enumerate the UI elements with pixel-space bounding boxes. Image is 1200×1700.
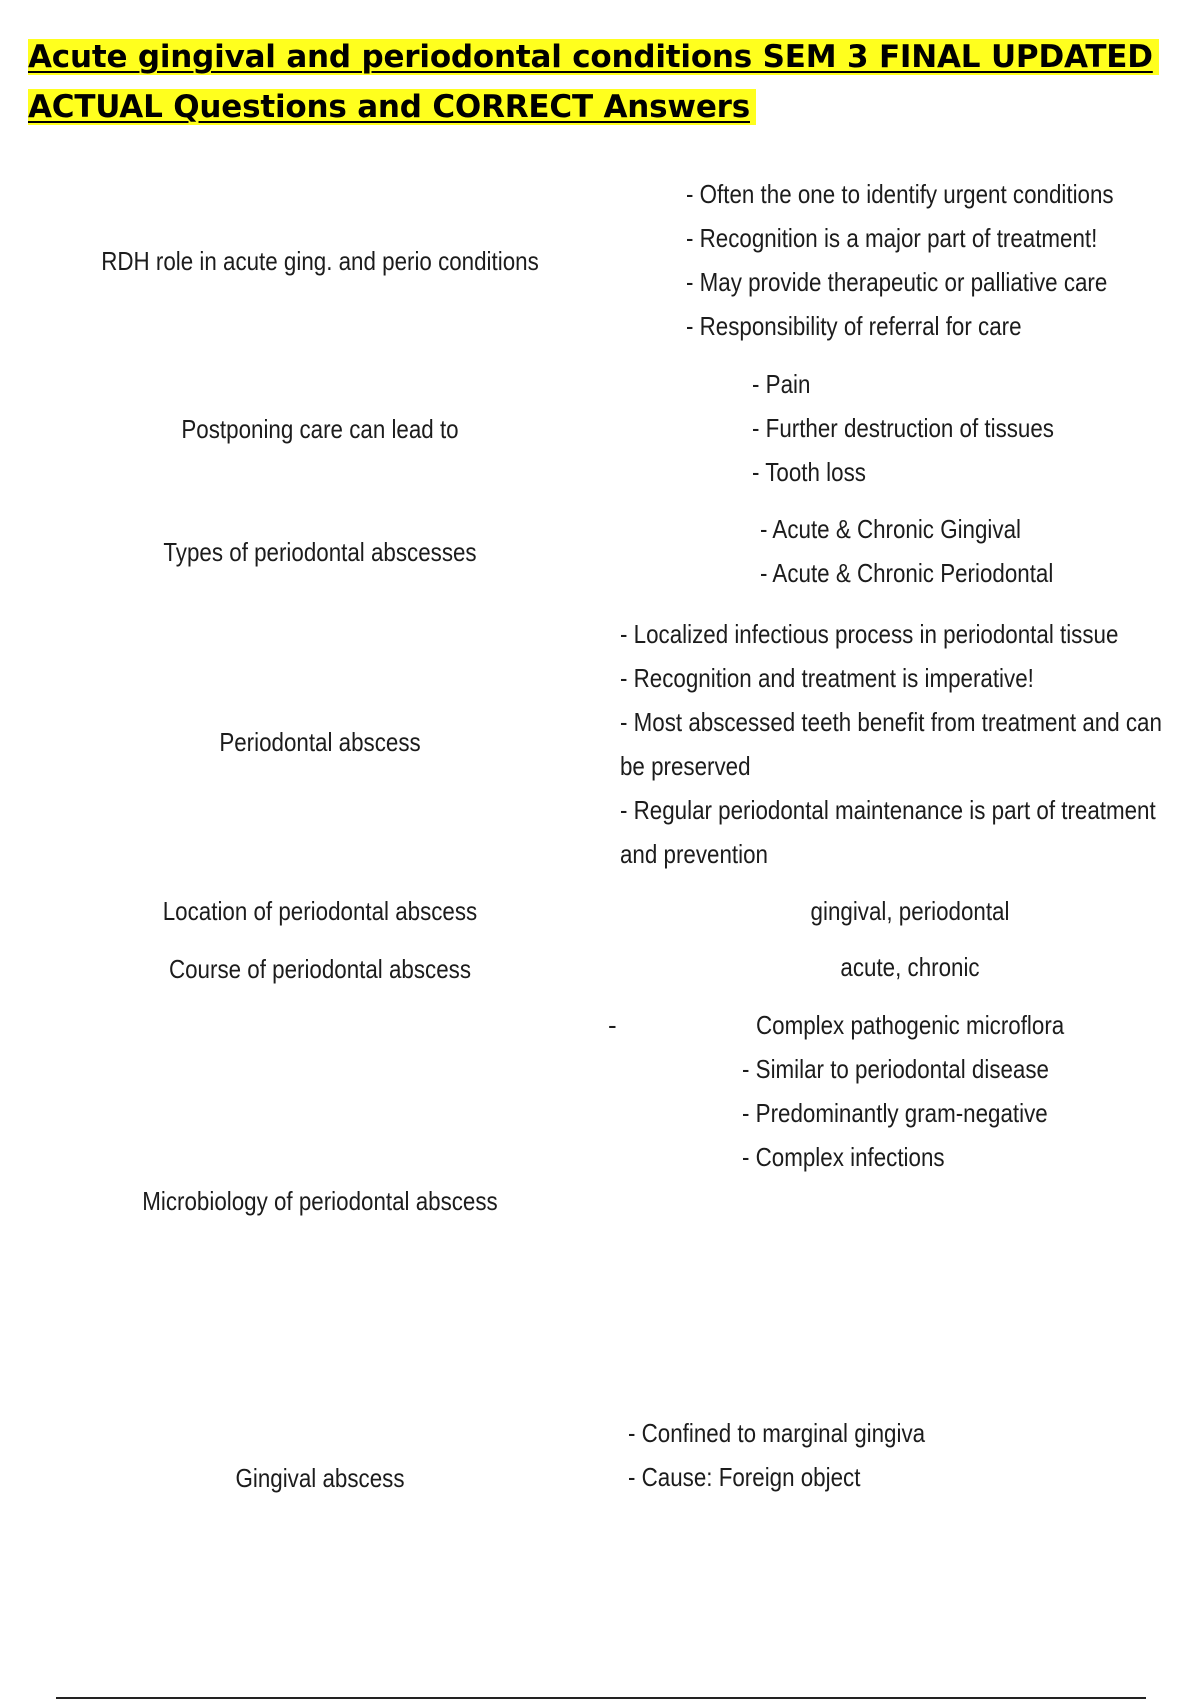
question-gingival-abscess: Gingival abscess	[235, 1463, 405, 1493]
answer-line: - Acute & Chronic Gingival	[760, 514, 1021, 544]
question-abscess-microbiology: Microbiology of periodontal abscess	[142, 1186, 498, 1216]
answer-line: Complex pathogenic microflora	[756, 1010, 1065, 1040]
answer-line: - Confined to marginal gingiva	[628, 1418, 926, 1448]
answer-abscess-course: acute, chronic	[840, 952, 980, 982]
question-abscess-types: Types of periodontal abscesses	[163, 537, 477, 567]
answer-lead-dash: -	[608, 1010, 617, 1040]
answer-line: - Often the one to identify urgent conditions	[686, 179, 1114, 209]
answer-line: - Similar to periodontal disease	[742, 1054, 1049, 1084]
answer-line: - May provide therapeutic or palliative care	[686, 267, 1108, 297]
answer-paragraph: - Recognition and treatment is imperative!	[620, 663, 1034, 693]
answer-paragraph: - Most abscessed teeth benefit from treatment and can be preserved	[620, 707, 1162, 781]
answer-periodontal-abscess	[620, 612, 1162, 876]
answer-line: - Further destruction of tissues	[752, 413, 1054, 443]
answer-abscess-location: gingival, periodontal	[810, 896, 1010, 926]
answer-paragraph: - Localized infectious process in periodontal tissue	[620, 619, 1119, 649]
answer-line: - Recognition is a major part of treatment!	[686, 223, 1098, 253]
question-abscess-location: Location of periodontal abscess	[162, 896, 478, 926]
answer-abscess-types	[760, 507, 1053, 595]
answer-line: - Tooth loss	[752, 457, 866, 487]
question-rdh-role: RDH role in acute ging. and perio conditions	[101, 246, 539, 276]
answer-rdh-role	[686, 172, 1114, 348]
title-highlight: Acute gingival and periodontal conditions SEM 3 FINAL UPDATED ACTUAL Questions and CORRECT Answers	[28, 39, 1159, 125]
question-periodontal-abscess: Periodontal abscess	[219, 727, 421, 757]
answer-line: - Cause: Foreign object	[628, 1462, 861, 1492]
answer-line: - Complex infections	[742, 1142, 945, 1172]
answer-paragraph: - Regular periodontal maintenance is part of treatment and prevention	[620, 795, 1156, 869]
answer-line: - Responsibility of referral for care	[686, 311, 1022, 341]
answer-abscess-microbiology	[742, 1047, 1049, 1179]
answer-line: - Acute & Chronic Periodontal	[760, 558, 1054, 588]
document-title	[28, 32, 1168, 132]
page-divider	[56, 1697, 1146, 1699]
question-abscess-course: Course of periodontal abscess	[168, 954, 472, 984]
answer-postponing-care	[752, 362, 1054, 494]
answer-gingival-abscess	[628, 1411, 925, 1499]
answer-line: - Pain	[752, 369, 811, 399]
answer-microbiology-first	[756, 1003, 1064, 1047]
question-postponing-care: Postponing care can lead to	[181, 414, 459, 444]
answer-line: - Predominantly gram-negative	[742, 1098, 1048, 1128]
